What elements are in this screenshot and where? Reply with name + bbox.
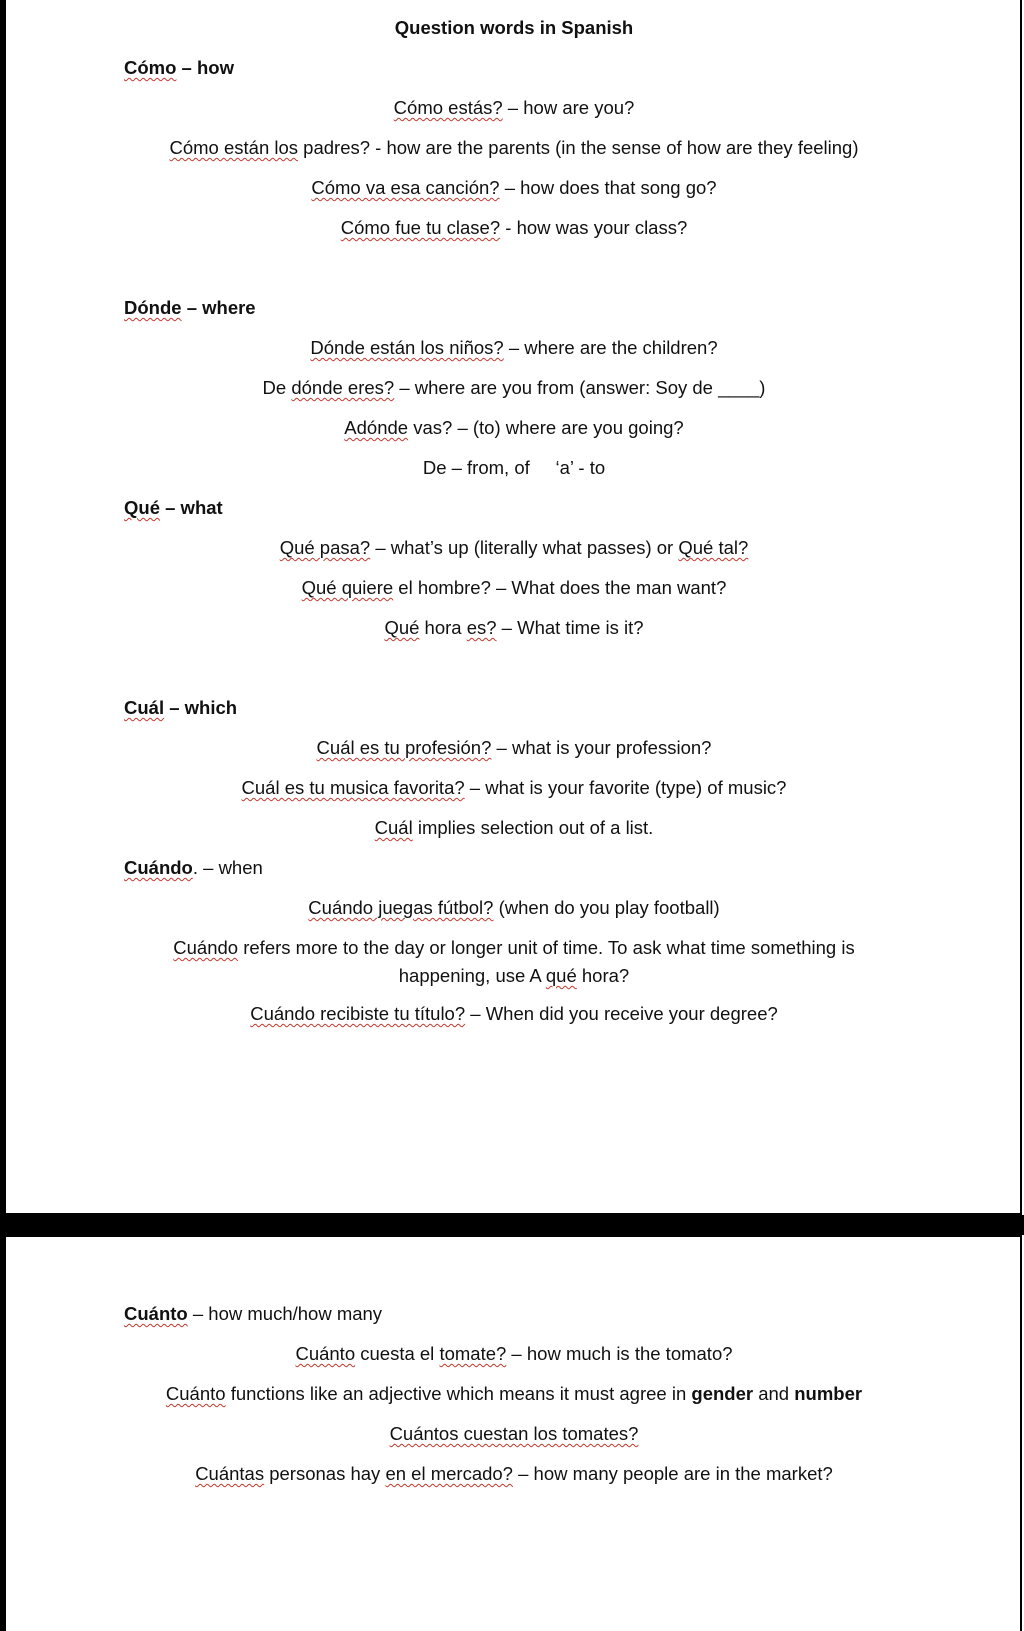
example-line: Qué pasa? – what’s up (literally what passes) or Qué tal? [279, 537, 749, 558]
section-heading-como [124, 56, 234, 80]
section-heading-cuanto: Cuánto – how much/how many [124, 1303, 383, 1324]
example-line: Cuándo juegas fútbol? (when do you play football) [308, 897, 720, 918]
example-line: Cuál implies selection out of a list. [374, 817, 654, 838]
example-line: Cuál es tu musica favorita? – what is your favorite (type) of music? [241, 777, 787, 798]
example-line: Cuándo recibiste tu título? – When did you receive your degree? [250, 1003, 778, 1024]
note-line: De – from, of ‘a’ - to [422, 457, 606, 478]
section-heading-cuando: Cuándo. – when [124, 857, 263, 878]
example-line: Cuánto functions like an adjective which means it must agree in gender and number [165, 1383, 863, 1404]
example-line: Adónde vas? – (to) where are you going? [344, 417, 684, 438]
example-line: Qué quiere el hombre? – What does the man want? [301, 577, 727, 598]
example-line: Cómo estás? – how are you? [393, 97, 635, 118]
section-heading-cual: Cuál – which [124, 697, 238, 718]
example-line: Cuántas personas hay en el mercado? – how many people are in the market? [195, 1463, 833, 1484]
section-heading-donde: Dónde – where [124, 297, 256, 318]
section-heading-que: Qué – what [124, 497, 223, 518]
example-paragraph: Cuándo refers more to the day or longer unit of time. To ask what time something is happening, use A qué hora? [173, 937, 855, 986]
example-line: Dónde están los niños? – where are the children? [310, 337, 718, 358]
example-line: Cuál es tu profesión? – what is your profession? [316, 737, 712, 758]
heading-word: Cómo [124, 57, 177, 78]
page-separator [0, 1215, 1024, 1235]
example-line: Cuánto cuesta el tomate? – how much is the tomato? [295, 1343, 733, 1364]
document-title: Question words in Spanish [394, 17, 634, 38]
example-line: Cómo fue tu clase? - how was your class? [340, 217, 688, 238]
example-line: Qué hora es? – What time is it? [384, 617, 644, 638]
example-line: Cuántos cuestan los tomates? [389, 1423, 639, 1444]
example-line: De dónde eres? – where are you from (answer: Soy de ____) [262, 377, 766, 398]
example-line: Cómo va esa canción? – how does that song go? [311, 177, 717, 198]
heading-meaning: – how [176, 57, 234, 78]
document-page-2 [0, 1235, 1022, 1631]
example-line: Cómo están los padres? - how are the parents (in the sense of how are they feeling) [169, 137, 859, 158]
